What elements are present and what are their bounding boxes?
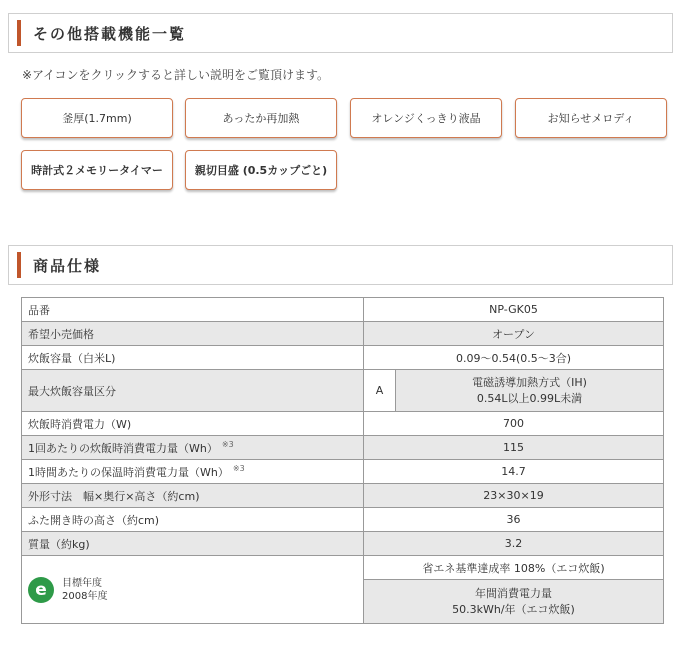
spec-value: 23×30×19 xyxy=(364,484,664,508)
header-accent-bar xyxy=(17,252,21,278)
spec-label-cell xyxy=(22,436,364,460)
spec-class-code: A xyxy=(364,370,396,412)
feature-button-reheat[interactable]: あったか再加熱 xyxy=(185,98,337,138)
footnote-mark: ※3 xyxy=(221,439,234,449)
spec-label: 1回あたりの炊飯時消費電力量（Wh） xyxy=(28,441,218,455)
spec-value: オープン xyxy=(364,322,664,346)
spec-annual-label: 年間消費電力量 xyxy=(475,586,552,600)
spec-label: ふた開き時の高さ（約cm) xyxy=(22,508,364,532)
section-title: 商品仕様 xyxy=(33,256,102,275)
spec-label: 品番 xyxy=(22,298,364,322)
table-row xyxy=(22,436,664,460)
eco-mark-cell xyxy=(22,556,364,624)
spec-label-cell xyxy=(22,460,364,484)
footnote-mark: ※3 xyxy=(232,463,245,473)
eco-target-label: 目標年度 xyxy=(62,577,102,589)
spec-annual-value: 50.3kWh/年（エコ炊飯) xyxy=(452,602,575,616)
eco-mark xyxy=(28,577,357,603)
table-row xyxy=(22,532,664,556)
spec-table xyxy=(21,297,664,624)
table-row xyxy=(22,346,664,370)
table-row xyxy=(22,484,664,508)
feature-button-timer[interactable]: 時計式２メモリータイマー xyxy=(21,150,173,190)
table-row xyxy=(22,370,664,412)
section-title: その他搭載機能一覧 xyxy=(33,24,187,43)
spec-class-detail xyxy=(396,370,664,412)
eco-target-text xyxy=(62,577,107,603)
table-row xyxy=(22,556,664,580)
header-accent-bar xyxy=(17,20,21,46)
spec-value: 36 xyxy=(364,508,664,532)
spec-annual xyxy=(364,580,664,624)
spec-value: 700 xyxy=(364,412,664,436)
section-header-spec xyxy=(8,245,673,285)
table-row xyxy=(22,508,664,532)
click-note: ※アイコンをクリックすると詳しい説明をご覧頂けます。 xyxy=(22,68,330,82)
spec-label: 1時間あたりの保温時消費電力量（Wh） xyxy=(28,465,229,479)
spec-class-range: 0.54L以上0.99L未満 xyxy=(476,391,583,405)
spec-value: 0.09～0.54(0.5～3合) xyxy=(364,346,664,370)
spec-label: 質量（約kg) xyxy=(22,532,364,556)
eco-target-year: 2008年度 xyxy=(62,590,108,602)
spec-value: NP-GK05 xyxy=(364,298,664,322)
spec-value: 14.7 xyxy=(364,460,664,484)
feature-button-lcd[interactable]: オレンジくっきり液晶 xyxy=(350,98,502,138)
feature-button-scale[interactable]: 親切目盛 (0.5カップごと) xyxy=(185,150,337,190)
table-row xyxy=(22,460,664,484)
table-row xyxy=(22,298,664,322)
spec-value: 省エネ基準達成率 108%（エコ炊飯) xyxy=(364,556,664,580)
spec-label: 希望小売価格 xyxy=(22,322,364,346)
spec-class-method: 電磁誘導加熱方式（IH) xyxy=(472,375,587,389)
spec-value: 3.2 xyxy=(364,532,664,556)
spec-label: 外形寸法 幅×奥行×高さ（約cm) xyxy=(22,484,364,508)
spec-label: 炊飯容量（白米L) xyxy=(22,346,364,370)
spec-value: 115 xyxy=(364,436,664,460)
table-row xyxy=(22,412,664,436)
spec-label: 炊飯時消費電力（W) xyxy=(22,412,364,436)
energy-saving-logo-icon: e xyxy=(28,577,54,603)
spec-label: 最大炊飯容量区分 xyxy=(22,370,364,412)
feature-button-kama[interactable]: 釜厚(1.7mm) xyxy=(21,98,173,138)
feature-button-melody[interactable]: お知らせメロディ xyxy=(515,98,667,138)
section-header-features xyxy=(8,13,673,53)
table-row xyxy=(22,322,664,346)
